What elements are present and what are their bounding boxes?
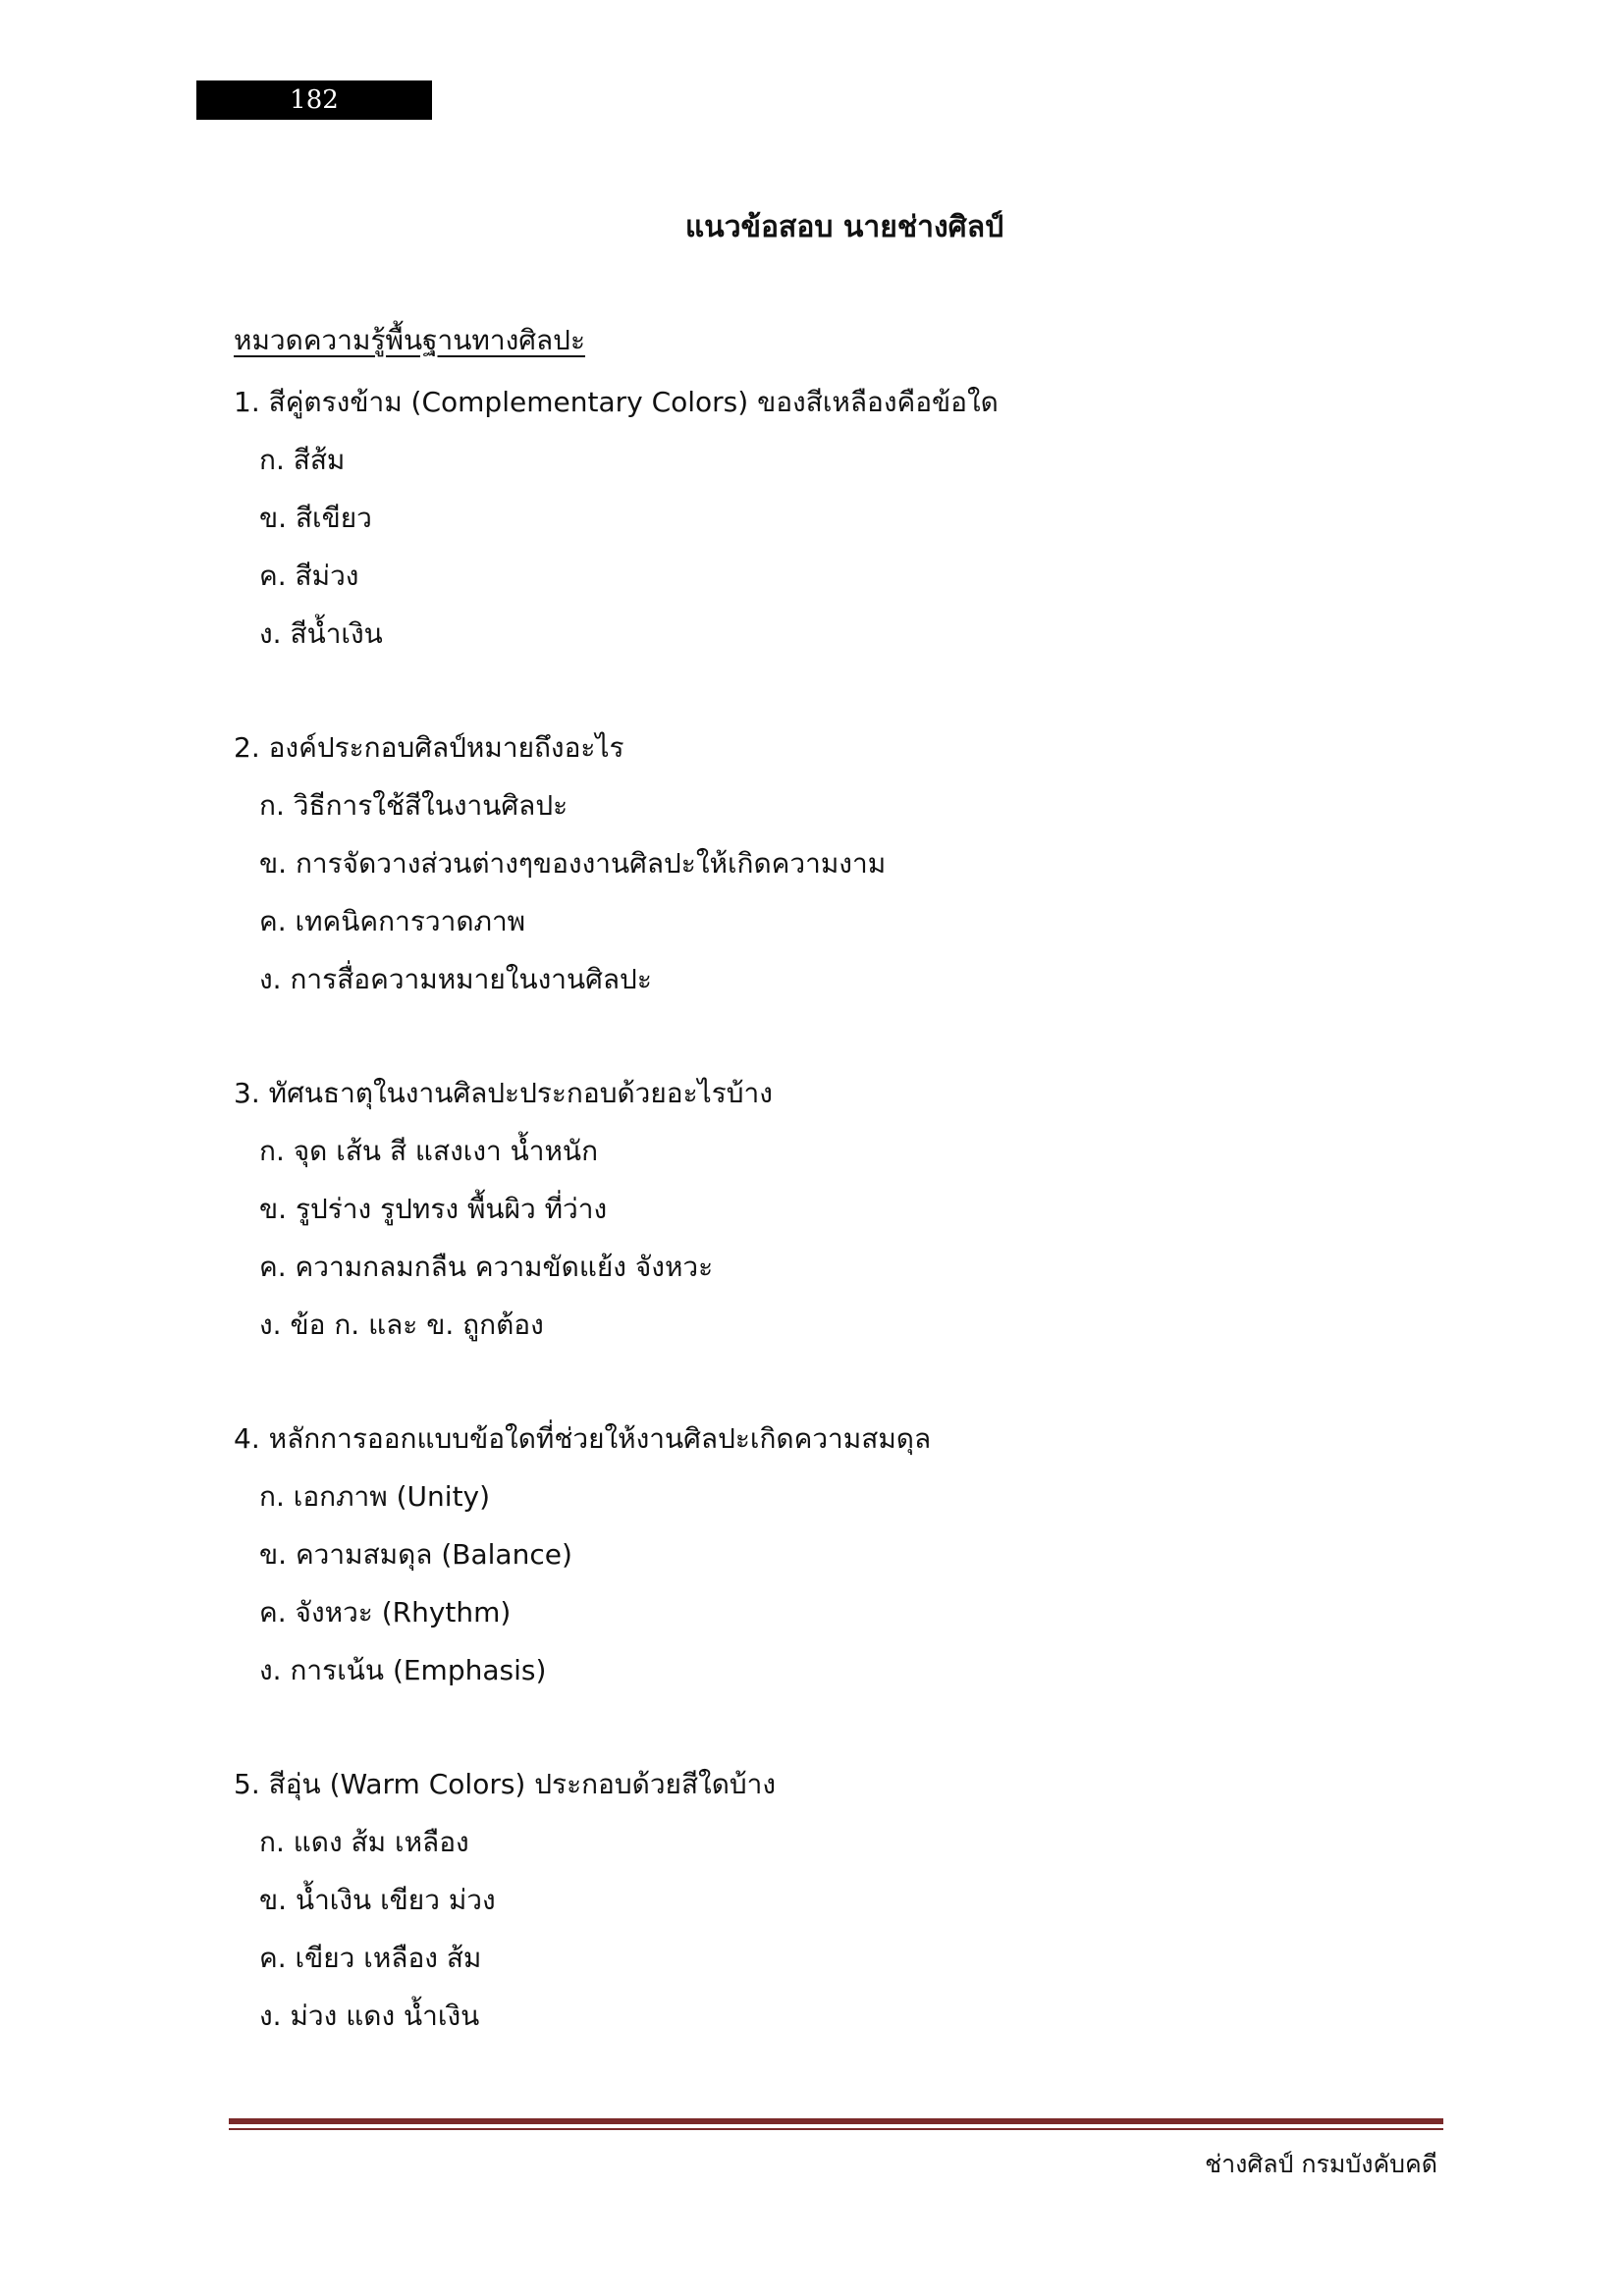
option-c: ค. จังหวะ (Rhythm) <box>259 1596 512 1629</box>
question-text: 3. ทัศนธาตุในงานศิลปะประกอบด้วยอะไรบ้าง <box>234 1077 773 1109</box>
option-c: ค. ความกลมกลืน ความขัดแย้ง จังหวะ <box>259 1251 714 1283</box>
question-text: 1. สีคู่ตรงข้าม (Complementary Colors) ของสีเหลืองคือข้อใด <box>234 386 999 418</box>
option-c: ค. เทคนิคการวาดภาพ <box>259 905 526 937</box>
question-text: 4. หลักการออกแบบข้อใดที่ช่วยให้งานศิลปะเกิดความสมดุล <box>234 1422 932 1455</box>
option-c: ค. สีม่วง <box>259 560 359 592</box>
option-d: ง. ม่วง แดง น้ำเงิน <box>259 2000 480 2032</box>
option-b: ข. การจัดวางส่วนต่างๆของงานศิลปะให้เกิดความงาม <box>259 847 887 880</box>
option-b: ข. สีเขียว <box>259 502 372 534</box>
option-c: ค. เขียว เหลือง ส้ม <box>259 1942 482 1974</box>
page-title: แนวข้อสอบ นายช่างศิลป์ <box>684 210 1004 244</box>
question-list <box>234 373 1441 2101</box>
option-a: ก. วิธีการใช้สีในงานศิลปะ <box>259 789 568 822</box>
question-2 <box>234 719 1441 1008</box>
option-a: ก. สีส้ม <box>259 444 346 476</box>
question-4 <box>234 1410 1441 1699</box>
question-3 <box>234 1064 1441 1354</box>
option-a: ก. เอกภาพ (Unity) <box>259 1480 491 1513</box>
option-d: ง. การสื่อความหมายในงานศิลปะ <box>259 963 652 995</box>
option-a: ก. จุด เส้น สี แสงเงา น้ำหนัก <box>259 1135 599 1167</box>
option-b: ข. น้ำเงิน เขียว ม่วง <box>259 1884 496 1916</box>
option-d: ง. การเน้น (Emphasis) <box>259 1654 547 1686</box>
footer-divider-thin <box>229 2128 1443 2130</box>
footer-text: ช่างศิลป์ กรมบังคับคดี <box>1205 2150 1437 2178</box>
page-number: 182 <box>196 80 432 120</box>
option-b: ข. รูปร่าง รูปทรง พื้นผิว ที่ว่าง <box>259 1193 608 1225</box>
question-5 <box>234 1755 1441 2045</box>
question-text: 5. สีอุ่น (Warm Colors) ประกอบด้วยสีใดบ้าง <box>234 1768 777 1800</box>
question-1 <box>234 373 1441 663</box>
option-a: ก. แดง ส้ม เหลือง <box>259 1826 469 1858</box>
option-d: ง. สีน้ำเงิน <box>259 617 383 650</box>
section-heading: หมวดความรู้พื้นฐานทางศิลปะ <box>234 324 585 356</box>
option-b: ข. ความสมดุล (Balance) <box>259 1538 572 1571</box>
question-text: 2. องค์ประกอบศิลป์หมายถึงอะไร <box>234 731 624 764</box>
footer-divider <box>229 2118 1443 2124</box>
option-d: ง. ข้อ ก. และ ข. ถูกต้อง <box>259 1308 544 1341</box>
